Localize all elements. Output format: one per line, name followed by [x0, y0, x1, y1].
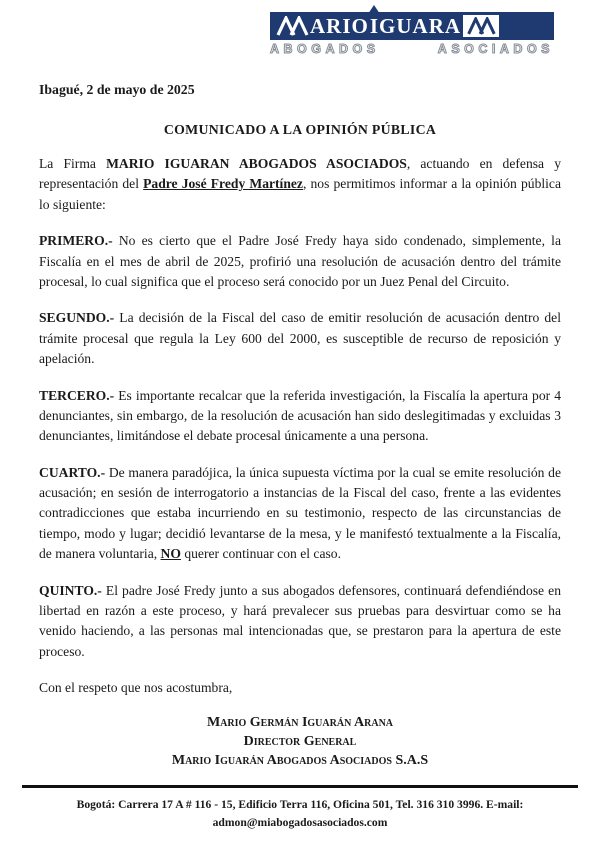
- section-primero: [39, 231, 561, 292]
- section-segundo: [39, 308, 561, 369]
- letter-body: [0, 82, 600, 771]
- section-text: No es cierto que el Padre José Fredy haya sido condenado, simplemente, la Fiscalía en el mes de abril de 2025, profirió una resolución de acusación dentro del trámite procesal, lo cual significa que el proceso será conocido por un Juez Penal del Circuito.: [39, 233, 561, 289]
- section-label: CUARTO.-: [39, 464, 106, 480]
- footer-address-line: Bogotá: Carrera 17 A # 116 - 15, Edificio Terra 116, Oficina 501, Tel. 316 310 3996. E-mail:: [76, 797, 524, 811]
- no-emphasis: NO: [160, 546, 181, 562]
- section-cuarto: [39, 463, 561, 565]
- letterhead: [0, 0, 600, 56]
- section-label: SEGUNDO.-: [39, 310, 115, 326]
- logo-tagline-abogados: ABOGADOS: [270, 42, 380, 56]
- section-text: La decisión de la Fiscal del caso de emitir resolución de acusación dentro del trámite procesal que regula la Ley 600 del 2000, es susceptible de recurso de reposición y apelación.: [39, 310, 561, 367]
- intro-paragraph: [39, 154, 561, 215]
- signature-block: [39, 714, 561, 771]
- closing-line: Con el respeto que nos acostumbra,: [39, 680, 233, 696]
- footer-divider: [22, 785, 578, 788]
- firm-name: MARIO IGUARAN ABOGADOS ASOCIADOS: [106, 156, 407, 171]
- section-tercero: [39, 386, 561, 447]
- logo-tagline: [270, 42, 554, 56]
- logo-m-icon: [275, 16, 309, 36]
- footer-contact: [0, 796, 600, 832]
- logo-text-ario: ARIO: [310, 13, 369, 38]
- section-text: Es importante recalcar que la referida investigación, la Fiscalía la apertura por 4 denunciantes, sin embargo, de la resolución de acusación han sido deslegitimadas y excluidas 3 denunciantes, limitándose el debate procesal únicamente a una persona.: [39, 387, 561, 444]
- logo-tagline-asociados: ASOCIADOS: [437, 42, 554, 56]
- section-label: TERCERO.-: [39, 387, 115, 403]
- section-text: El padre José Fredy junto a sus abogados defensores, continuará defendiéndose en libertad en razón a este proceso, y hará prevalecer sus pruebas para desvirtuar como se ha venido haciendo, a las personas mal intencionadas que, se prestaron para la apertura de este proceso.: [39, 582, 561, 659]
- logo-text-guara: GUARA: [379, 13, 462, 38]
- section-text-after: querer continuar con el caso.: [180, 546, 341, 562]
- section-quinto: [39, 581, 561, 663]
- section-label: QUINTO.-: [39, 582, 102, 598]
- signer-firm: Mario Iguarán Abogados Asociados S.A.S: [171, 752, 429, 768]
- logo-column-i-icon: I: [369, 13, 379, 38]
- signer-name: Mario Germán Iguarán Arana: [206, 715, 394, 731]
- company-logo: [270, 12, 554, 56]
- intro-seg1: La Firma: [39, 156, 107, 171]
- document-title: COMUNICADO A LA OPINIÓN PÚBLICA: [163, 122, 437, 137]
- date-line: Ibagué, 2 de mayo de 2025: [39, 82, 195, 97]
- logo-emblem-icon: [463, 15, 499, 37]
- intro-seg2: , actuando en defensa y representación del: [39, 156, 561, 192]
- signer-role: Director General: [243, 734, 357, 750]
- intro-seg3: , nos permitimos informar a la opinión pública lo siguiente:: [39, 176, 561, 212]
- section-text-before: De manera paradójica, la única supuesta víctima por la cual se emite resolución de acusación; en sesión de interrogatorio a instancias de la Fiscal del caso, frente a las evidentes contradicciones que estaba incurriendo en su testimonio, respecto de las circunstancias de tiempo, modo y lugar; decidió levantarse de la mesa, y le manifestó textualmente a la Fiscalía, de manera voluntaria,: [39, 464, 561, 562]
- footer-email: admon@miabogadosasociados.com: [212, 815, 388, 829]
- logo-wordmark: [270, 12, 554, 40]
- section-label: PRIMERO.-: [39, 233, 113, 249]
- priest-name: Padre José Fredy Martínez: [143, 176, 303, 192]
